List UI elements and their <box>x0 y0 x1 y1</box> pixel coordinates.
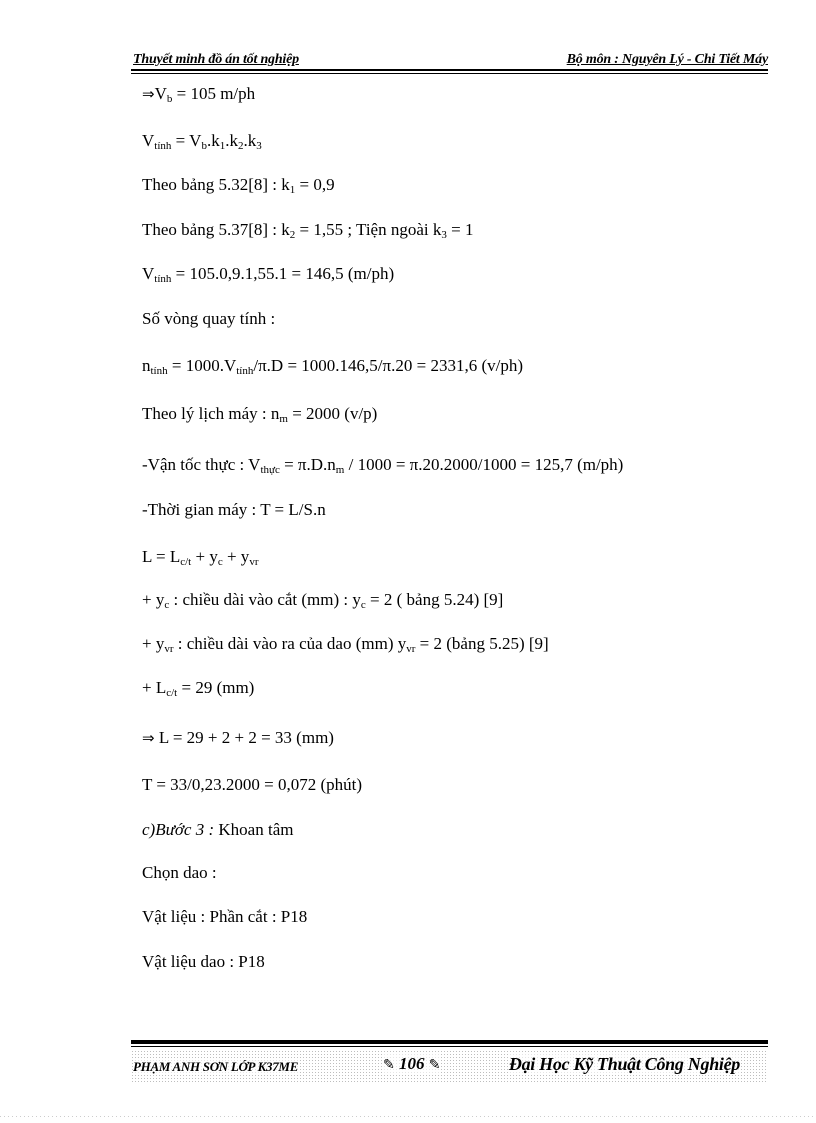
text: = 1 <box>446 220 474 239</box>
text: T = 33/0,23.2000 = 0,072 (phút) <box>142 775 363 794</box>
subscript: vr <box>164 643 174 655</box>
text: = V <box>171 131 202 150</box>
subscript: c <box>217 556 223 568</box>
header-rule <box>131 69 768 71</box>
page-footer <box>131 1050 768 1082</box>
subscript: c <box>164 599 170 611</box>
footer-school: Đại Học Kỹ Thuật Công Nghiệp <box>508 1054 740 1074</box>
line-van-toc-thuc <box>142 455 623 480</box>
text: -Thời gian máy : T = L/S.n <box>142 500 326 519</box>
subscript: 1 <box>219 140 226 152</box>
subscript: tính <box>150 365 168 377</box>
line-thoi-gian-may <box>142 500 326 520</box>
subscript: 3 <box>256 140 262 152</box>
text: / 1000 = π.20.2000/1000 = 125,7 (m/ph) <box>344 455 624 474</box>
text: : chiều dài vào ra của dao (mm) y <box>173 634 407 653</box>
subscript: c/t <box>180 556 192 568</box>
text: L = 29 + 2 + 2 = 33 (mm) <box>154 728 334 747</box>
text: V <box>142 264 155 283</box>
text: /π.D = 1000.146,5/π.20 = 2331,6 (v/ph) <box>253 356 523 375</box>
line-chon-dao <box>142 863 217 883</box>
line-vat-lieu-dao <box>142 952 265 972</box>
line-yvr <box>142 634 549 659</box>
subscript: 1 <box>289 184 296 196</box>
text: + y <box>191 547 218 566</box>
ornament-left-icon: ✎ <box>383 1057 395 1073</box>
line-vat-lieu-phan-cat <box>142 907 307 927</box>
text: = 2 ( bảng 5.24) [9] <box>365 590 504 609</box>
footer-page-number-group <box>383 1054 440 1074</box>
footer-rule-thin <box>131 1046 768 1047</box>
text: .k <box>206 131 220 150</box>
subscript: thực <box>260 464 280 476</box>
text: = 29 (mm) <box>177 678 255 697</box>
subscript: m <box>279 413 288 425</box>
text: : chiều dài vào cắt (mm) : y <box>169 590 361 609</box>
footer-rule-thick <box>131 1040 768 1044</box>
line-yc <box>142 590 503 615</box>
line-buoc-3 <box>142 820 293 840</box>
text: Số vòng quay tính : <box>142 309 276 328</box>
subscript: 2 <box>289 229 296 241</box>
subscript: tính <box>154 273 172 285</box>
header-document-title: Thuyết minh đồ án tốt nghiệp <box>133 52 299 67</box>
text: Vật liệu dao : P18 <box>142 952 265 971</box>
text: = π.D.n <box>279 455 336 474</box>
line-vtinh-value <box>142 264 394 289</box>
header-rule-thin <box>131 73 768 74</box>
text: = 1,55 ; Tiện ngoài k <box>295 220 442 239</box>
text: + y <box>142 634 165 653</box>
text: Theo bảng 5.32[8] : k <box>142 175 290 194</box>
subscript: b <box>201 140 207 152</box>
text: = 0,9 <box>295 175 335 194</box>
text: = 2000 (v/p) <box>287 404 378 423</box>
header-department: Bộ môn : Nguyên Lý - Chi Tiết Máy <box>566 52 768 67</box>
line-k1 <box>142 175 335 200</box>
text: Khoan tâm <box>214 820 294 839</box>
page-number: 106 <box>398 1054 425 1073</box>
line-L-formula <box>142 547 258 572</box>
line-L-value <box>142 728 334 748</box>
text: V <box>154 84 167 103</box>
text: Vật liệu : Phần cắt : P18 <box>142 907 308 926</box>
footer-author: PHẠM ANH SƠN LỚP K37ME <box>133 1059 299 1074</box>
text: + L <box>142 678 167 697</box>
line-vtinh-formula <box>142 131 262 156</box>
subscript: 3 <box>441 229 447 241</box>
subscript: 2 <box>237 140 244 152</box>
text: V <box>142 131 155 150</box>
text: Theo lý lịch máy : n <box>142 404 280 423</box>
text: Chọn dao : <box>142 863 217 882</box>
line-k2-k3 <box>142 220 473 245</box>
ornament-right-icon: ✎ <box>428 1057 441 1073</box>
implies-arrow-icon: ⇒ <box>142 729 155 747</box>
subscript: c <box>360 599 366 611</box>
line-lct <box>142 678 254 703</box>
text: + y <box>222 547 250 566</box>
subscript: tính <box>236 365 254 377</box>
text: .k <box>225 131 238 150</box>
page-bottom-edge <box>0 1116 816 1117</box>
subscript: b <box>166 93 173 105</box>
step-label: c)Bước 3 : <box>142 820 215 839</box>
page-header <box>131 52 768 70</box>
text: .k <box>243 131 257 150</box>
text: L = L <box>142 547 181 566</box>
text: = 105.0,9.1,55.1 = 146,5 (m/ph) <box>171 264 395 283</box>
text: = 1000.V <box>167 356 237 375</box>
text: + y <box>142 590 165 609</box>
line-so-vong-quay <box>142 309 275 329</box>
line-T-value <box>142 775 362 795</box>
text: = 105 m/ph <box>172 84 256 103</box>
implies-arrow-icon: ⇒ <box>142 85 155 103</box>
line-ntinh <box>142 356 523 381</box>
line-nm <box>142 404 377 429</box>
subscript: c/t <box>166 687 178 699</box>
subscript: m <box>335 464 345 476</box>
line-vb <box>142 84 255 109</box>
subscript: tính <box>154 140 172 152</box>
text: Theo bảng 5.37[8] : k <box>142 220 290 239</box>
subscript: vr <box>406 643 416 655</box>
text: n <box>142 356 151 375</box>
text: -Vận tốc thực : V <box>142 455 261 474</box>
text: = 2 (bảng 5.25) [9] <box>415 634 549 653</box>
subscript: vr <box>249 556 259 568</box>
